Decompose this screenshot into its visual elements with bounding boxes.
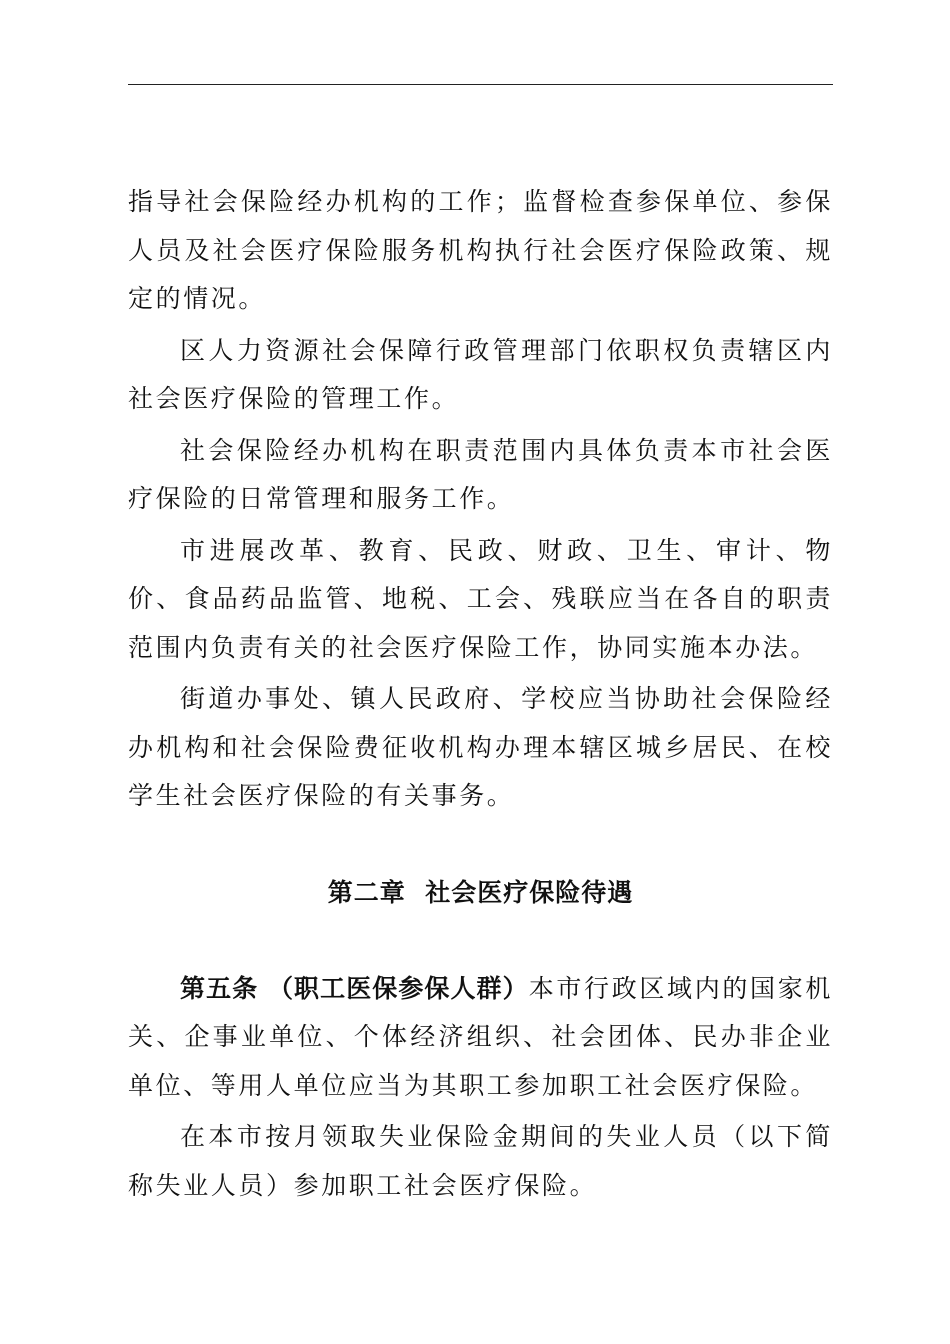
article-text: 本市行政区域内的国家机关、企事业单位、个体经济组织、社会团体、民办非企业单位、等用人单位应当为其职工参加职工社会医疗保险。 bbox=[128, 973, 833, 1100]
chapter-title: 第二章 社会医疗保险待遇 bbox=[327, 877, 634, 907]
paragraph-continuation: 指导社会保险经办机构的工作；监督检查参保单位、参保人员及社会医疗保险服务机构执行社会医疗保险政策、规定的情况。 bbox=[128, 187, 833, 313]
paragraph: 社会保险经办机构在职责范围内具体负责本市社会医疗保险的日常管理和服务工作。 bbox=[128, 435, 833, 513]
document-body bbox=[128, 178, 833, 1213]
header-rule bbox=[128, 84, 833, 85]
article-paragraph bbox=[128, 965, 833, 1111]
paragraph: 街道办事处、镇人民政府、学校应当协助社会保险经办机构和社会保险费征收机构办理本辖区城乡居民、在校学生社会医疗保险的有关事务。 bbox=[128, 684, 833, 810]
paragraph: 在本市按月领取失业保险金期间的失业人员（以下简称失业人员）参加职工社会医疗保险。 bbox=[128, 1122, 833, 1200]
paragraph: 市进展改革、教育、民政、财政、卫生、审计、物价、食品药品监管、地税、工会、残联应当在各自的职责范围内负责有关的社会医疗保险工作，协同实施本办法。 bbox=[128, 535, 833, 662]
paragraph: 区人力资源社会保障行政管理部门依职权负责辖区内社会医疗保险的管理工作。 bbox=[128, 335, 833, 413]
article-title: 第五条 （职工医保参保人群） bbox=[180, 973, 529, 1003]
